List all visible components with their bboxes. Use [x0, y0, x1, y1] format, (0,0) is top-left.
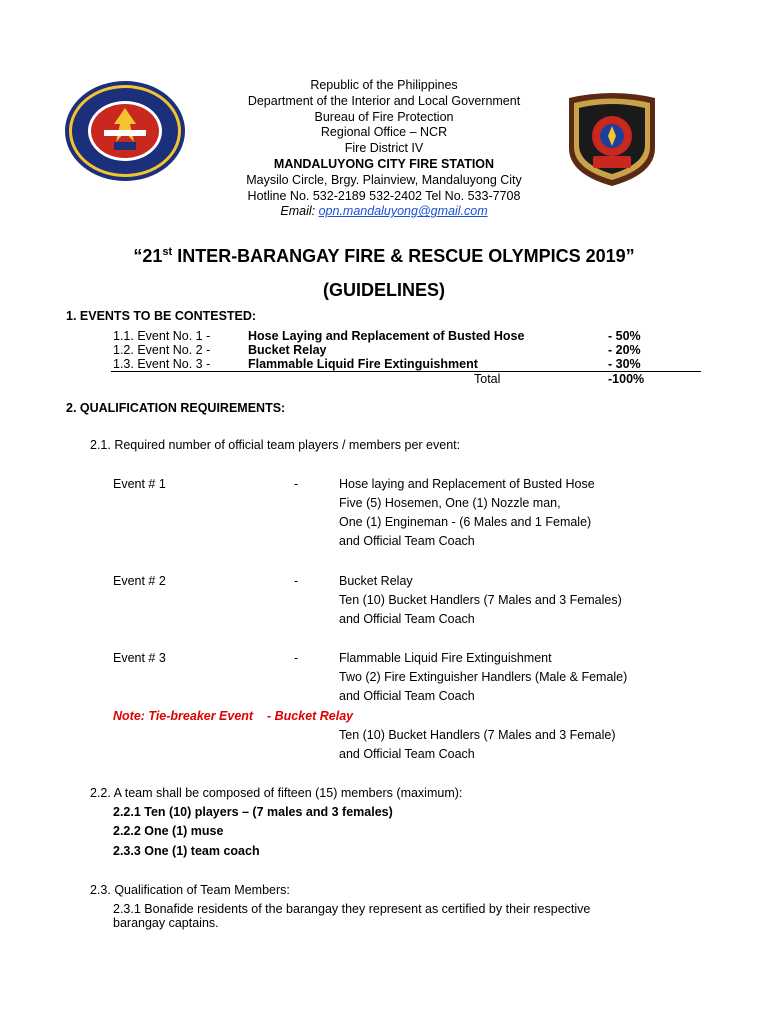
- event3-label: Event # 3: [113, 651, 166, 665]
- email-link[interactable]: opn.mandaluyong@gmail.com: [318, 204, 488, 219]
- event1-name: Hose Laying and Replacement of Busted Hose: [248, 329, 525, 343]
- event1-line: One (1) Engineman - (6 Males and 1 Female): [339, 515, 592, 529]
- header-line-dilg: Department of the Interior and Local Government: [247, 93, 521, 108]
- event3-dash: -: [294, 651, 299, 665]
- sub22-item: 2.2.1 Ten (10) players – (7 males and 3 females): [113, 805, 393, 819]
- event1-label: Event # 1: [113, 477, 166, 491]
- sub22-text: 2.2. A team shall be composed of fifteen (15) members (maximum):: [90, 786, 463, 800]
- sub23-text: 2.3. Qualification of Team Members:: [90, 883, 290, 897]
- event3-line: Flammable Liquid Fire Extinguishment: [339, 651, 552, 665]
- total-value: -100%: [608, 372, 645, 386]
- note-line: and Official Team Coach: [339, 747, 475, 761]
- sub21-text: 2.1. Required number of official team players / members per event:: [90, 438, 461, 452]
- email-label: Email:: [280, 204, 319, 219]
- station-name: MANDALUYONG CITY FIRE STATION: [273, 156, 495, 171]
- event2-percent: - 20%: [608, 343, 641, 357]
- tie-breaker-note: Note: Tie-breaker Event - Bucket Relay: [113, 709, 354, 723]
- event2-line: and Official Team Coach: [339, 612, 475, 626]
- header-line-republic: Republic of the Philippines: [310, 78, 458, 92]
- event3-line: Two (2) Fire Extinguisher Handlers (Male & Female): [339, 670, 628, 684]
- event1-dash: -: [294, 477, 299, 491]
- title-rest: INTER-BARANGAY FIRE & RESCUE OLYMPICS 2019”: [172, 246, 635, 266]
- sub22-item: 2.2.2 One (1) muse: [113, 824, 224, 838]
- event2-label: Event # 2: [113, 574, 166, 588]
- note-line: Ten (10) Bucket Handlers (7 Males and 3 Female): [339, 728, 616, 742]
- section2-heading: 2. QUALIFICATION REQUIREMENTS:: [66, 401, 286, 415]
- email-line: [180, 204, 588, 220]
- event1-line: Five (5) Hosemen, One (1) Nozzle man,: [339, 496, 561, 510]
- event2-line: Bucket Relay: [339, 574, 413, 588]
- event3-percent: - 30%: [608, 357, 641, 371]
- event1-line: Hose laying and Replacement of Busted Hose: [339, 477, 595, 491]
- header-line-fire-district: Fire District IV: [344, 141, 424, 156]
- document-subtitle: (GUIDELINES): [322, 280, 445, 300]
- station-address: Maysilo Circle, Brgy. Plainview, Mandaluyong City: [246, 172, 522, 187]
- title-sup: st: [162, 246, 173, 258]
- event2-dash: -: [294, 574, 299, 588]
- station-hotline: Hotline No. 532-2189 532-2402 Tel No. 533-7708: [247, 188, 521, 203]
- header-line-bfp: Bureau of Fire Protection: [314, 109, 454, 124]
- event1-number: 1.1. Event No. 1 -: [113, 329, 211, 343]
- event1-line: and Official Team Coach: [339, 534, 475, 548]
- event3-number: 1.3. Event No. 3 -: [113, 357, 211, 371]
- sub231-line: 2.3.1 Bonafide residents of the barangay they represent as certified by their respective: [113, 902, 591, 916]
- sub22-item: 2.3.3 One (1) team coach: [113, 844, 260, 858]
- header-line-regional-office: Regional Office – NCR: [320, 125, 448, 140]
- sub231-line: barangay captains.: [113, 916, 219, 930]
- total-label: Total: [474, 372, 501, 386]
- event2-number: 1.2. Event No. 2 -: [113, 343, 211, 357]
- event2-name: Bucket Relay: [248, 343, 327, 357]
- title-open: “21: [133, 246, 163, 266]
- bfp-seal-logo: [64, 80, 186, 182]
- event1-percent: - 50%: [608, 329, 641, 343]
- section1-heading: 1. EVENTS TO BE CONTESTED:: [66, 309, 257, 323]
- event3-line: and Official Team Coach: [339, 689, 475, 703]
- letterhead: [180, 78, 588, 220]
- document-title: [0, 246, 768, 267]
- event3-name: Flammable Liquid Fire Extinguishment: [248, 357, 478, 371]
- event2-line: Ten (10) Bucket Handlers (7 Males and 3 Females): [339, 593, 622, 607]
